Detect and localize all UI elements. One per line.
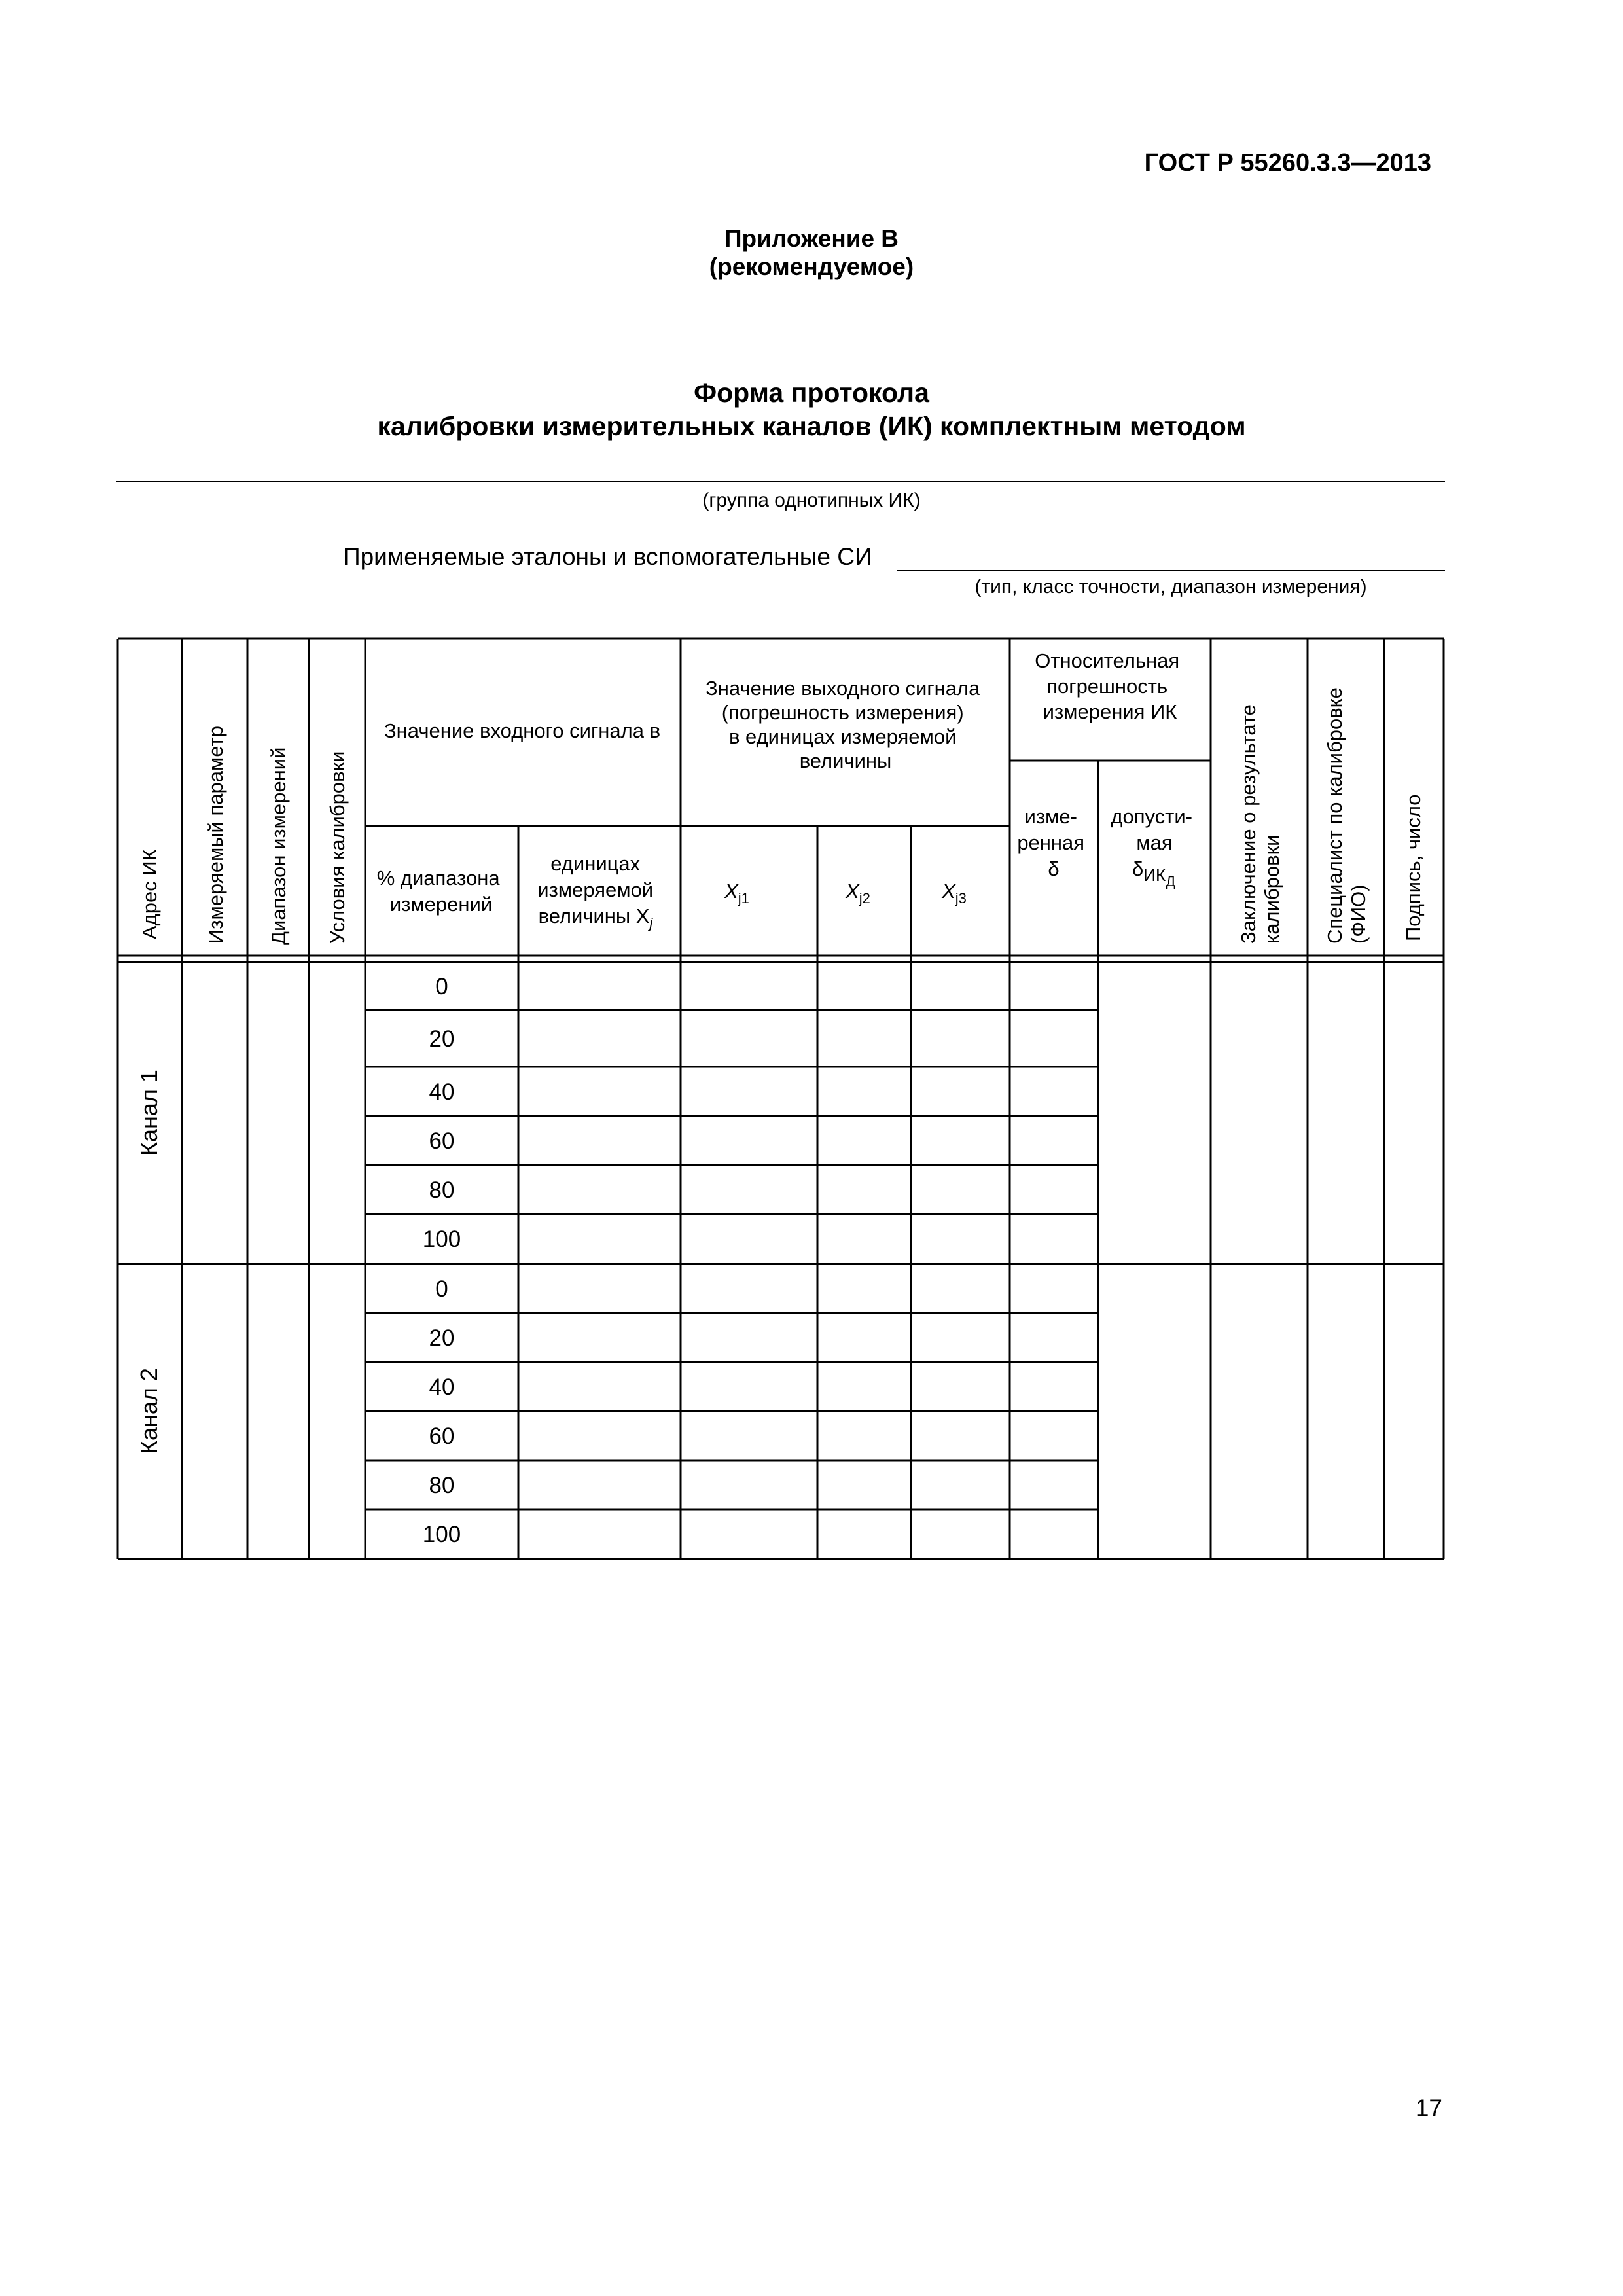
channel-1-label: Канал 1 (135, 1069, 162, 1156)
table-cell-percent: 20 (429, 1026, 455, 1052)
header-address: Адрес ИК (138, 849, 161, 939)
group-caption: (группа однотипных ИК) (702, 490, 921, 511)
table-cell-percent: 0 (435, 974, 448, 999)
header-parameter: Измеряемый параметр (204, 726, 227, 944)
standards-label: Применяемые эталоны и вспомогательные СИ (343, 543, 872, 570)
form-title-line-2: калибровки измерительных каналов (ИК) комплектным методом (377, 411, 1246, 441)
channel-1-rows (423, 974, 461, 1252)
header-error-allowed: допусти- мая (1111, 805, 1192, 854)
header-input-percent: % диапазона измерений (376, 867, 500, 916)
header-specialist: Специалист по калибровке (ФИО) (1323, 687, 1370, 944)
table-cell-percent: 40 (429, 1079, 455, 1105)
header-output-x1: $X_{j1}$ (724, 880, 749, 906)
document-number: ГОСТ Р 55260.3.3—2013 (1144, 149, 1431, 177)
table-cell-percent: 100 (422, 1227, 461, 1252)
form-title-line-1: Форма протокола (694, 378, 929, 408)
page-number: 17 (1415, 2094, 1442, 2121)
table-cell-percent: 100 (422, 1522, 461, 1547)
standards-caption: (тип, класс точности, диапазон измерения) (974, 576, 1367, 598)
header-input-units: единицах измеряемой величины $X_j$ (537, 852, 654, 931)
header-error-measured: изме- ренная δ (1017, 805, 1085, 880)
appendix-note: (рекомендуемое) (709, 253, 914, 280)
table-cell-percent: 80 (429, 1473, 455, 1498)
channel-2-label: Канал 2 (135, 1368, 162, 1454)
table-cell-percent: 60 (429, 1424, 455, 1449)
header-output-x2: $X_{j2}$ (846, 880, 870, 906)
table-cell-percent: 80 (429, 1177, 455, 1203)
header-input-signal: Значение входного сигнала в (383, 719, 661, 742)
table-cell-percent: 60 (429, 1128, 455, 1154)
table-cell-percent: 20 (429, 1325, 455, 1351)
header-conclusion: Заключение о результате калибровки (1237, 704, 1283, 944)
header-conditions: Условия калибровки (326, 751, 349, 944)
table-cell-percent: 0 (435, 1276, 448, 1302)
header-error-allowed-symbol: $\delta_{ИКД}$ (1132, 857, 1176, 889)
header-output-x3: $X_{j3}$ (942, 880, 967, 906)
header-error: Относительная погрешность измерения ИК (1035, 649, 1180, 723)
header-range: Диапазон измерений (267, 747, 290, 945)
table-cell-percent: 40 (429, 1374, 455, 1400)
header-signature: Подпись, число (1402, 794, 1425, 941)
appendix-title: Приложение В (724, 225, 899, 252)
header-output-signal: Значение выходного сигнала (погрешность измерения) в единицах измеряемой величины (705, 677, 980, 772)
